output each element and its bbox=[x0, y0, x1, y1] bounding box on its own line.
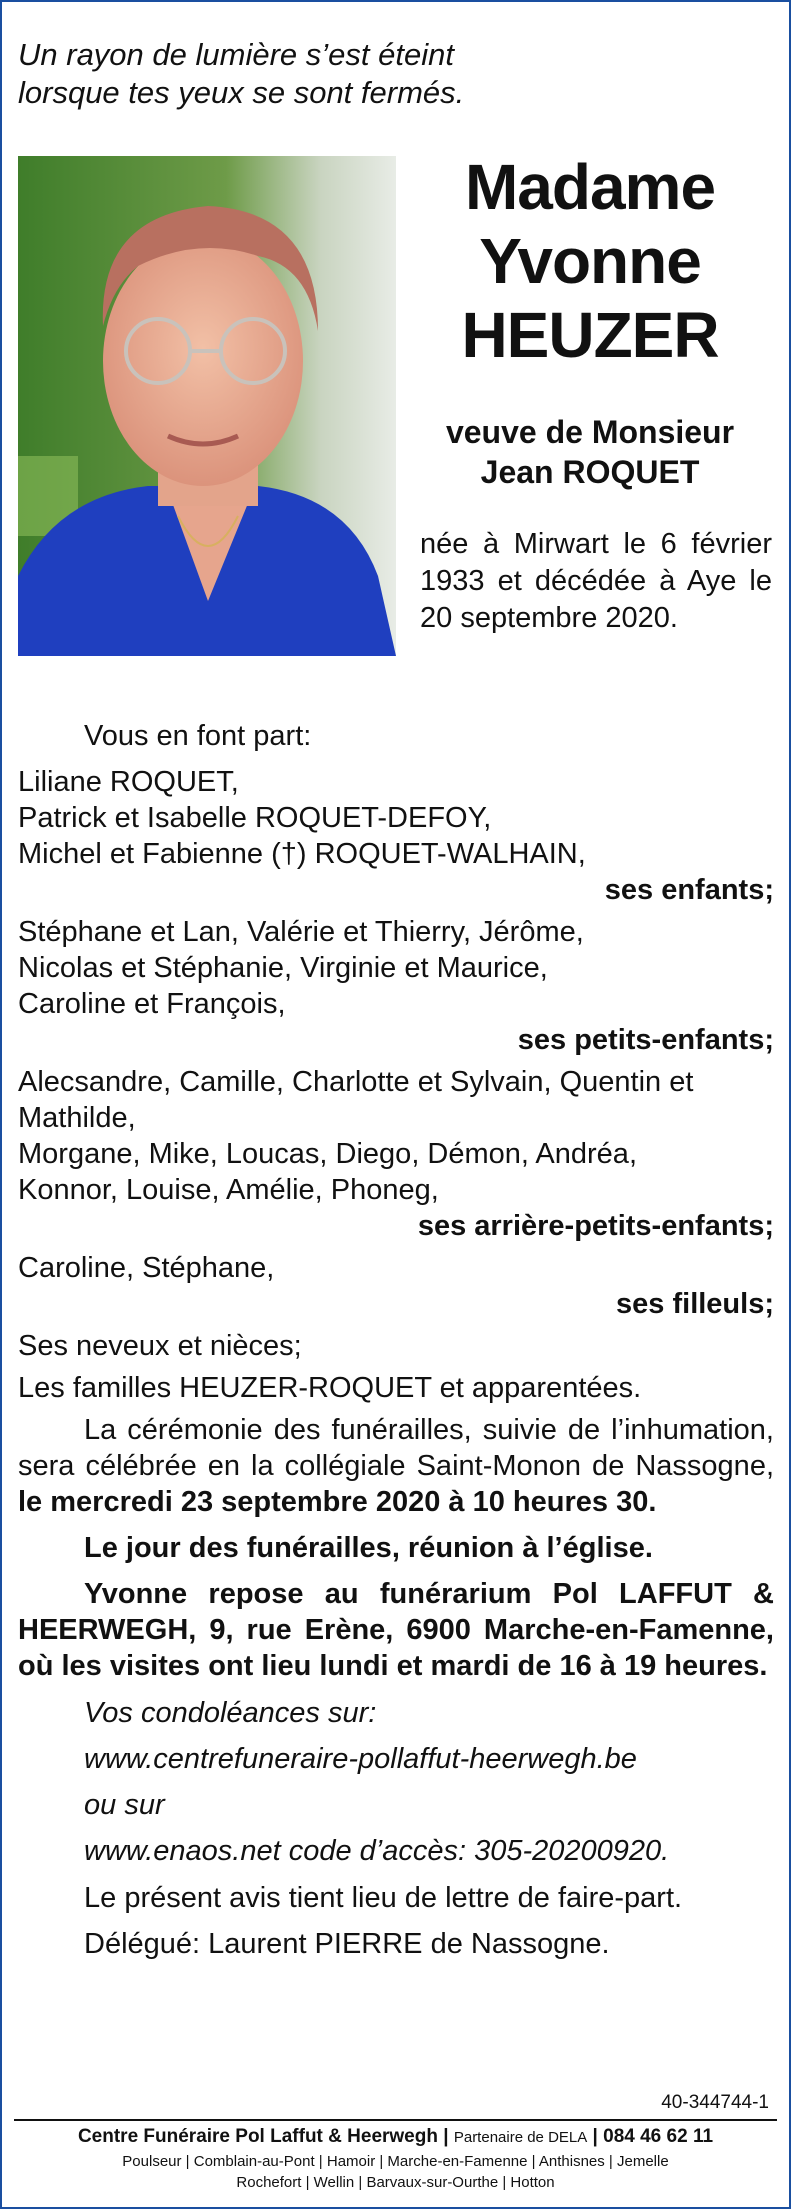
children-label: ses enfants; bbox=[604, 874, 774, 906]
child-3: Michel et Fabienne (†) ROQUET-WALHAIN, bbox=[18, 838, 586, 870]
name-last: HEUZER bbox=[461, 299, 719, 371]
footer-phone: 084 46 62 11 bbox=[603, 2126, 714, 2147]
widow-line-1: veuve de Monsieur bbox=[445, 414, 735, 450]
widow-line-2: Jean ROQUET bbox=[480, 454, 700, 490]
families: Les familles HEUZER-ROQUET et apparentées. bbox=[18, 1372, 642, 1404]
portrait-photo bbox=[18, 156, 396, 656]
condolences-link-1[interactable]: www.centrefuneraire-pollaffut-heerwegh.be bbox=[84, 1743, 637, 1775]
ceremony-text: La cérémonie des funérailles, suivie de l’inhumation, sera célébrée en la collégiale Saint-Monon de Nassogne, bbox=[18, 1414, 774, 1482]
child-2: Patrick et Isabelle ROQUET-DEFOY, bbox=[18, 802, 492, 834]
great-grandchildren-line-1: Alecsandre, Camille, Charlotte et Sylvain, Quentin et Mathilde, bbox=[18, 1066, 694, 1134]
great-grandchildren-label: ses arrière-petits-enfants; bbox=[417, 1210, 774, 1242]
footer-locations-2: Rochefort | Wellin | Barvaux-sur-Ourthe | Hotton bbox=[236, 2174, 555, 2191]
condolences-link-2[interactable]: www.enaos.net code d’accès: 305-20200920. bbox=[84, 1835, 670, 1867]
child-1: Liliane ROQUET, bbox=[18, 766, 239, 798]
godchildren-label: ses filleuls; bbox=[616, 1288, 774, 1320]
opening-quote bbox=[18, 36, 538, 112]
quote-line-2: lorsque tes yeux se sont fermés. bbox=[18, 75, 465, 110]
footer-divider-top bbox=[14, 2119, 777, 2121]
deceased-name bbox=[400, 150, 780, 372]
letter-note: Le présent avis tient lieu de lettre de faire-part. bbox=[84, 1882, 683, 1914]
funerarium-info: Yvonne repose au funérarium Pol LAFFUT & HEERWEGH, 9, rue Erène, 6900 Marche-en-Famenne, où les visites ont lieu lundi et mardi de 16 à 19 heures. bbox=[18, 1578, 774, 1682]
nephews-nieces: Ses neveux et nièces; bbox=[18, 1330, 302, 1362]
announcement-body bbox=[18, 718, 774, 1962]
ceremony-paragraph bbox=[18, 1412, 774, 1520]
grandchildren-line-3: Caroline et François, bbox=[18, 988, 286, 1020]
name-first: Yvonne bbox=[479, 225, 701, 297]
grandchildren-line-1: Stéphane et Lan, Valérie et Thierry, Jérôme, bbox=[18, 916, 584, 948]
footer-locations-1: Poulseur | Comblain-au-Pont | Hamoir | Marche-en-Famenne | Anthisnes | Jemelle bbox=[122, 2153, 669, 2170]
intro-text: Vous en font part: bbox=[84, 720, 312, 752]
footer-company-line: Centre Funéraire Pol Laffut & Heerwegh | Partenaire de DELA | 084 46 62 11 bbox=[77, 2126, 714, 2147]
birth-death-info: née à Mirwart le 6 février 1933 et décédée à Aye le 20 septembre 2020. bbox=[420, 528, 772, 634]
grandchildren-line-2: Nicolas et Stéphanie, Virginie et Maurice, bbox=[18, 952, 548, 984]
widow-of bbox=[400, 412, 780, 492]
godchildren: Caroline, Stéphane, bbox=[18, 1252, 275, 1284]
quote-line-1: Un rayon de lumière s’est éteint bbox=[18, 37, 454, 72]
reference-number: 40-344744-1 bbox=[661, 2092, 769, 2113]
church-meeting: Le jour des funérailles, réunion à l’église. bbox=[84, 1532, 653, 1564]
footer-company: Centre Funéraire Pol Laffut & Heerwegh bbox=[77, 2126, 438, 2147]
condolences-label: Vos condoléances sur: bbox=[84, 1697, 377, 1729]
great-grandchildren-line-2: Morgane, Mike, Loucas, Diego, Démon, Andréa, bbox=[18, 1138, 637, 1170]
condolences-or: ou sur bbox=[84, 1789, 165, 1821]
name-title: Madame bbox=[464, 151, 716, 223]
ceremony-date: le mercredi 23 septembre 2020 à 10 heures 30. bbox=[18, 1486, 657, 1518]
delegate: Délégué: Laurent PIERRE de Nassogne. bbox=[84, 1928, 610, 1960]
footer-partner: Partenaire de DELA bbox=[453, 2129, 588, 2146]
great-grandchildren-line-3: Konnor, Louise, Amélie, Phoneg, bbox=[18, 1174, 439, 1206]
footer bbox=[14, 2124, 777, 2193]
grandchildren-label: ses petits-enfants; bbox=[517, 1024, 774, 1056]
